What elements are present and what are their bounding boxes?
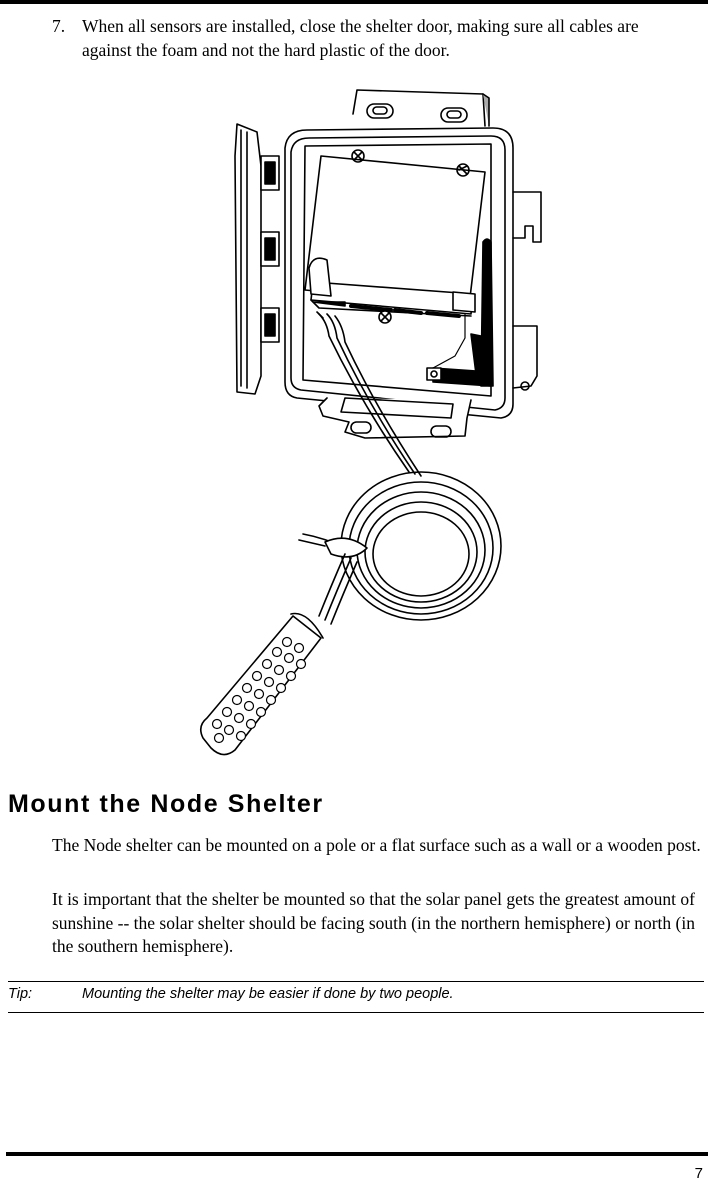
soil-moisture-probe [201, 614, 323, 755]
section-paragraph-2: It is important that the shelter be mounted so that the solar panel gets the greatest amount of sunshine -- the solar shelter should be facing south (in the northern hemisphere) or north (in the southern hemisphere). [52, 889, 695, 956]
section-heading: Mount the Node Shelter [8, 790, 324, 818]
tip-text: Mounting the shelter may be easier if done by two people. [82, 986, 454, 1002]
tip-top-rule [8, 981, 704, 982]
tip-bottom-rule [8, 1012, 704, 1013]
step-number: 7. [52, 16, 66, 36]
circuit-board [305, 150, 485, 323]
open-door [235, 124, 279, 394]
shelter-illustration [195, 86, 555, 756]
coiled-cable [299, 472, 501, 620]
step-text: When all sensors are installed, close the shelter door, making sure all cables are against the foam and not the hard plastic of the door. [82, 16, 639, 60]
page-number: 7 [694, 1165, 703, 1182]
top-mounting-tab [353, 90, 489, 126]
top-rule [0, 0, 708, 4]
section-paragraph-1: The Node shelter can be mounted on a pole or a flat surface such as a wall or a wooden post. [52, 835, 701, 855]
tip-label: Tip: [8, 986, 33, 1002]
footer-rule [6, 1152, 708, 1156]
